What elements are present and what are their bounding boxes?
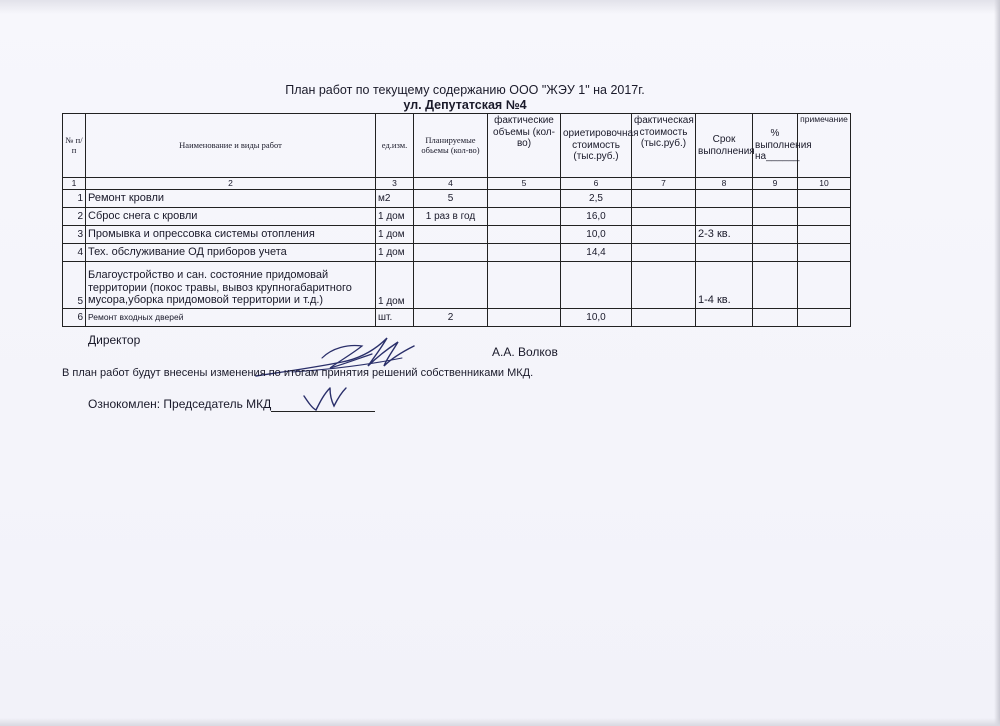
row-work-name: Благоустройство и сан. состояние придомовай территории (покос травы, вывоз крупногабаритного мусора,уборка придомовой территории и т.д.)	[86, 262, 376, 309]
row-number: 6	[63, 309, 86, 327]
table-row	[63, 226, 851, 244]
header-note: примечание	[798, 114, 851, 178]
row-planned: 1 раз в год	[414, 208, 488, 226]
table-row	[63, 244, 851, 262]
row-planned	[414, 226, 488, 244]
row-percent	[753, 190, 798, 208]
row-number: 4	[63, 244, 86, 262]
row-actual-cost	[632, 262, 696, 309]
row-note	[798, 208, 851, 226]
header-actual-cost: фактическая стоимость (тыс.руб.)	[632, 114, 696, 178]
row-note	[798, 309, 851, 327]
table-header-row	[63, 114, 851, 178]
table-row	[63, 190, 851, 208]
header-work-name: Наименование и виды работ	[86, 114, 376, 178]
header-planned: Планируемые обьемы (кол-во)	[414, 114, 488, 178]
row-actual-cost	[632, 208, 696, 226]
row-unit: 1 дом	[376, 244, 414, 262]
row-cost: 10,0	[561, 226, 632, 244]
row-work-name: Сброс снега с кровли	[86, 208, 376, 226]
row-actual	[488, 208, 561, 226]
row-term	[696, 244, 753, 262]
header-term: Срок выполнения	[696, 114, 753, 178]
row-planned: 5	[414, 190, 488, 208]
scan-shadow-top	[0, 0, 1000, 14]
row-planned	[414, 262, 488, 309]
header-percent: % выполнения на______	[753, 114, 798, 178]
row-actual-cost	[632, 309, 696, 327]
scan-shadow-bottom	[0, 718, 1000, 726]
header-actual-volume: фактические объемы (кол-во)	[488, 114, 561, 178]
document-address: ул. Депутатская №4	[403, 98, 527, 112]
row-work-name: Ремонт входных дверей	[86, 309, 376, 327]
work-plan-table	[62, 113, 851, 327]
row-unit: 1 дом	[376, 262, 414, 309]
row-note	[798, 190, 851, 208]
column-number: 9	[753, 178, 798, 190]
row-unit: шт.	[376, 309, 414, 327]
row-term	[696, 309, 753, 327]
table-row	[63, 309, 851, 327]
row-percent	[753, 208, 798, 226]
row-percent	[753, 262, 798, 309]
row-cost: 16,0	[561, 208, 632, 226]
row-work-name: Ремонт кровли	[86, 190, 376, 208]
row-actual	[488, 262, 561, 309]
row-cost: 10,0	[561, 309, 632, 327]
row-note	[798, 226, 851, 244]
header-estimated-cost: ориетировочная стоимость (тыс.руб.)	[561, 114, 632, 178]
row-percent	[753, 309, 798, 327]
row-percent	[753, 244, 798, 262]
changes-note: В план работ будут внесены изменения по итогам принятия решений собственниками МКД.	[62, 367, 534, 379]
column-number: 4	[414, 178, 488, 190]
column-number: 3	[376, 178, 414, 190]
document-title: План работ по текущему содержанию ООО "ЖЭУ 1" на 2017г.	[285, 83, 645, 97]
scan-shadow-right	[994, 0, 1000, 726]
chairman-signature-icon	[300, 384, 350, 414]
row-work-name: Тех. обслуживание ОД приборов учета	[86, 244, 376, 262]
row-term: 1-4 кв.	[696, 262, 753, 309]
column-number: 1	[63, 178, 86, 190]
row-term	[696, 190, 753, 208]
column-number: 2	[86, 178, 376, 190]
table-row	[63, 208, 851, 226]
row-note	[798, 262, 851, 309]
row-term: 2-3 кв.	[696, 226, 753, 244]
row-actual	[488, 226, 561, 244]
column-number: 7	[632, 178, 696, 190]
director-signature-icon	[252, 328, 422, 388]
row-planned	[414, 244, 488, 262]
row-planned: 2	[414, 309, 488, 327]
row-number: 1	[63, 190, 86, 208]
acknowledged-label: Ознокомлен: Председатель МКД	[88, 397, 272, 411]
row-cost: 14,4	[561, 244, 632, 262]
row-term	[696, 208, 753, 226]
row-number: 2	[63, 208, 86, 226]
table-row	[63, 262, 851, 309]
column-number: 5	[488, 178, 561, 190]
row-cost	[561, 262, 632, 309]
row-actual	[488, 244, 561, 262]
row-work-name: Промывка и опрессовка системы отопления	[86, 226, 376, 244]
row-actual-cost	[632, 244, 696, 262]
director-name: А.А. Волков	[492, 345, 558, 359]
row-unit: м2	[376, 190, 414, 208]
row-unit: 1 дом	[376, 226, 414, 244]
column-number: 8	[696, 178, 753, 190]
column-number: 10	[798, 178, 851, 190]
column-numbers-row	[63, 178, 851, 190]
row-unit: 1 дом	[376, 208, 414, 226]
row-number: 3	[63, 226, 86, 244]
director-label: Директор	[88, 333, 141, 347]
column-number: 6	[561, 178, 632, 190]
header-number: № п/п	[63, 114, 86, 178]
row-actual-cost	[632, 226, 696, 244]
row-actual-cost	[632, 190, 696, 208]
row-number: 5	[63, 262, 86, 309]
row-note	[798, 244, 851, 262]
header-unit: ед.изм.	[376, 114, 414, 178]
row-percent	[753, 226, 798, 244]
row-actual	[488, 190, 561, 208]
row-actual	[488, 309, 561, 327]
row-cost: 2,5	[561, 190, 632, 208]
